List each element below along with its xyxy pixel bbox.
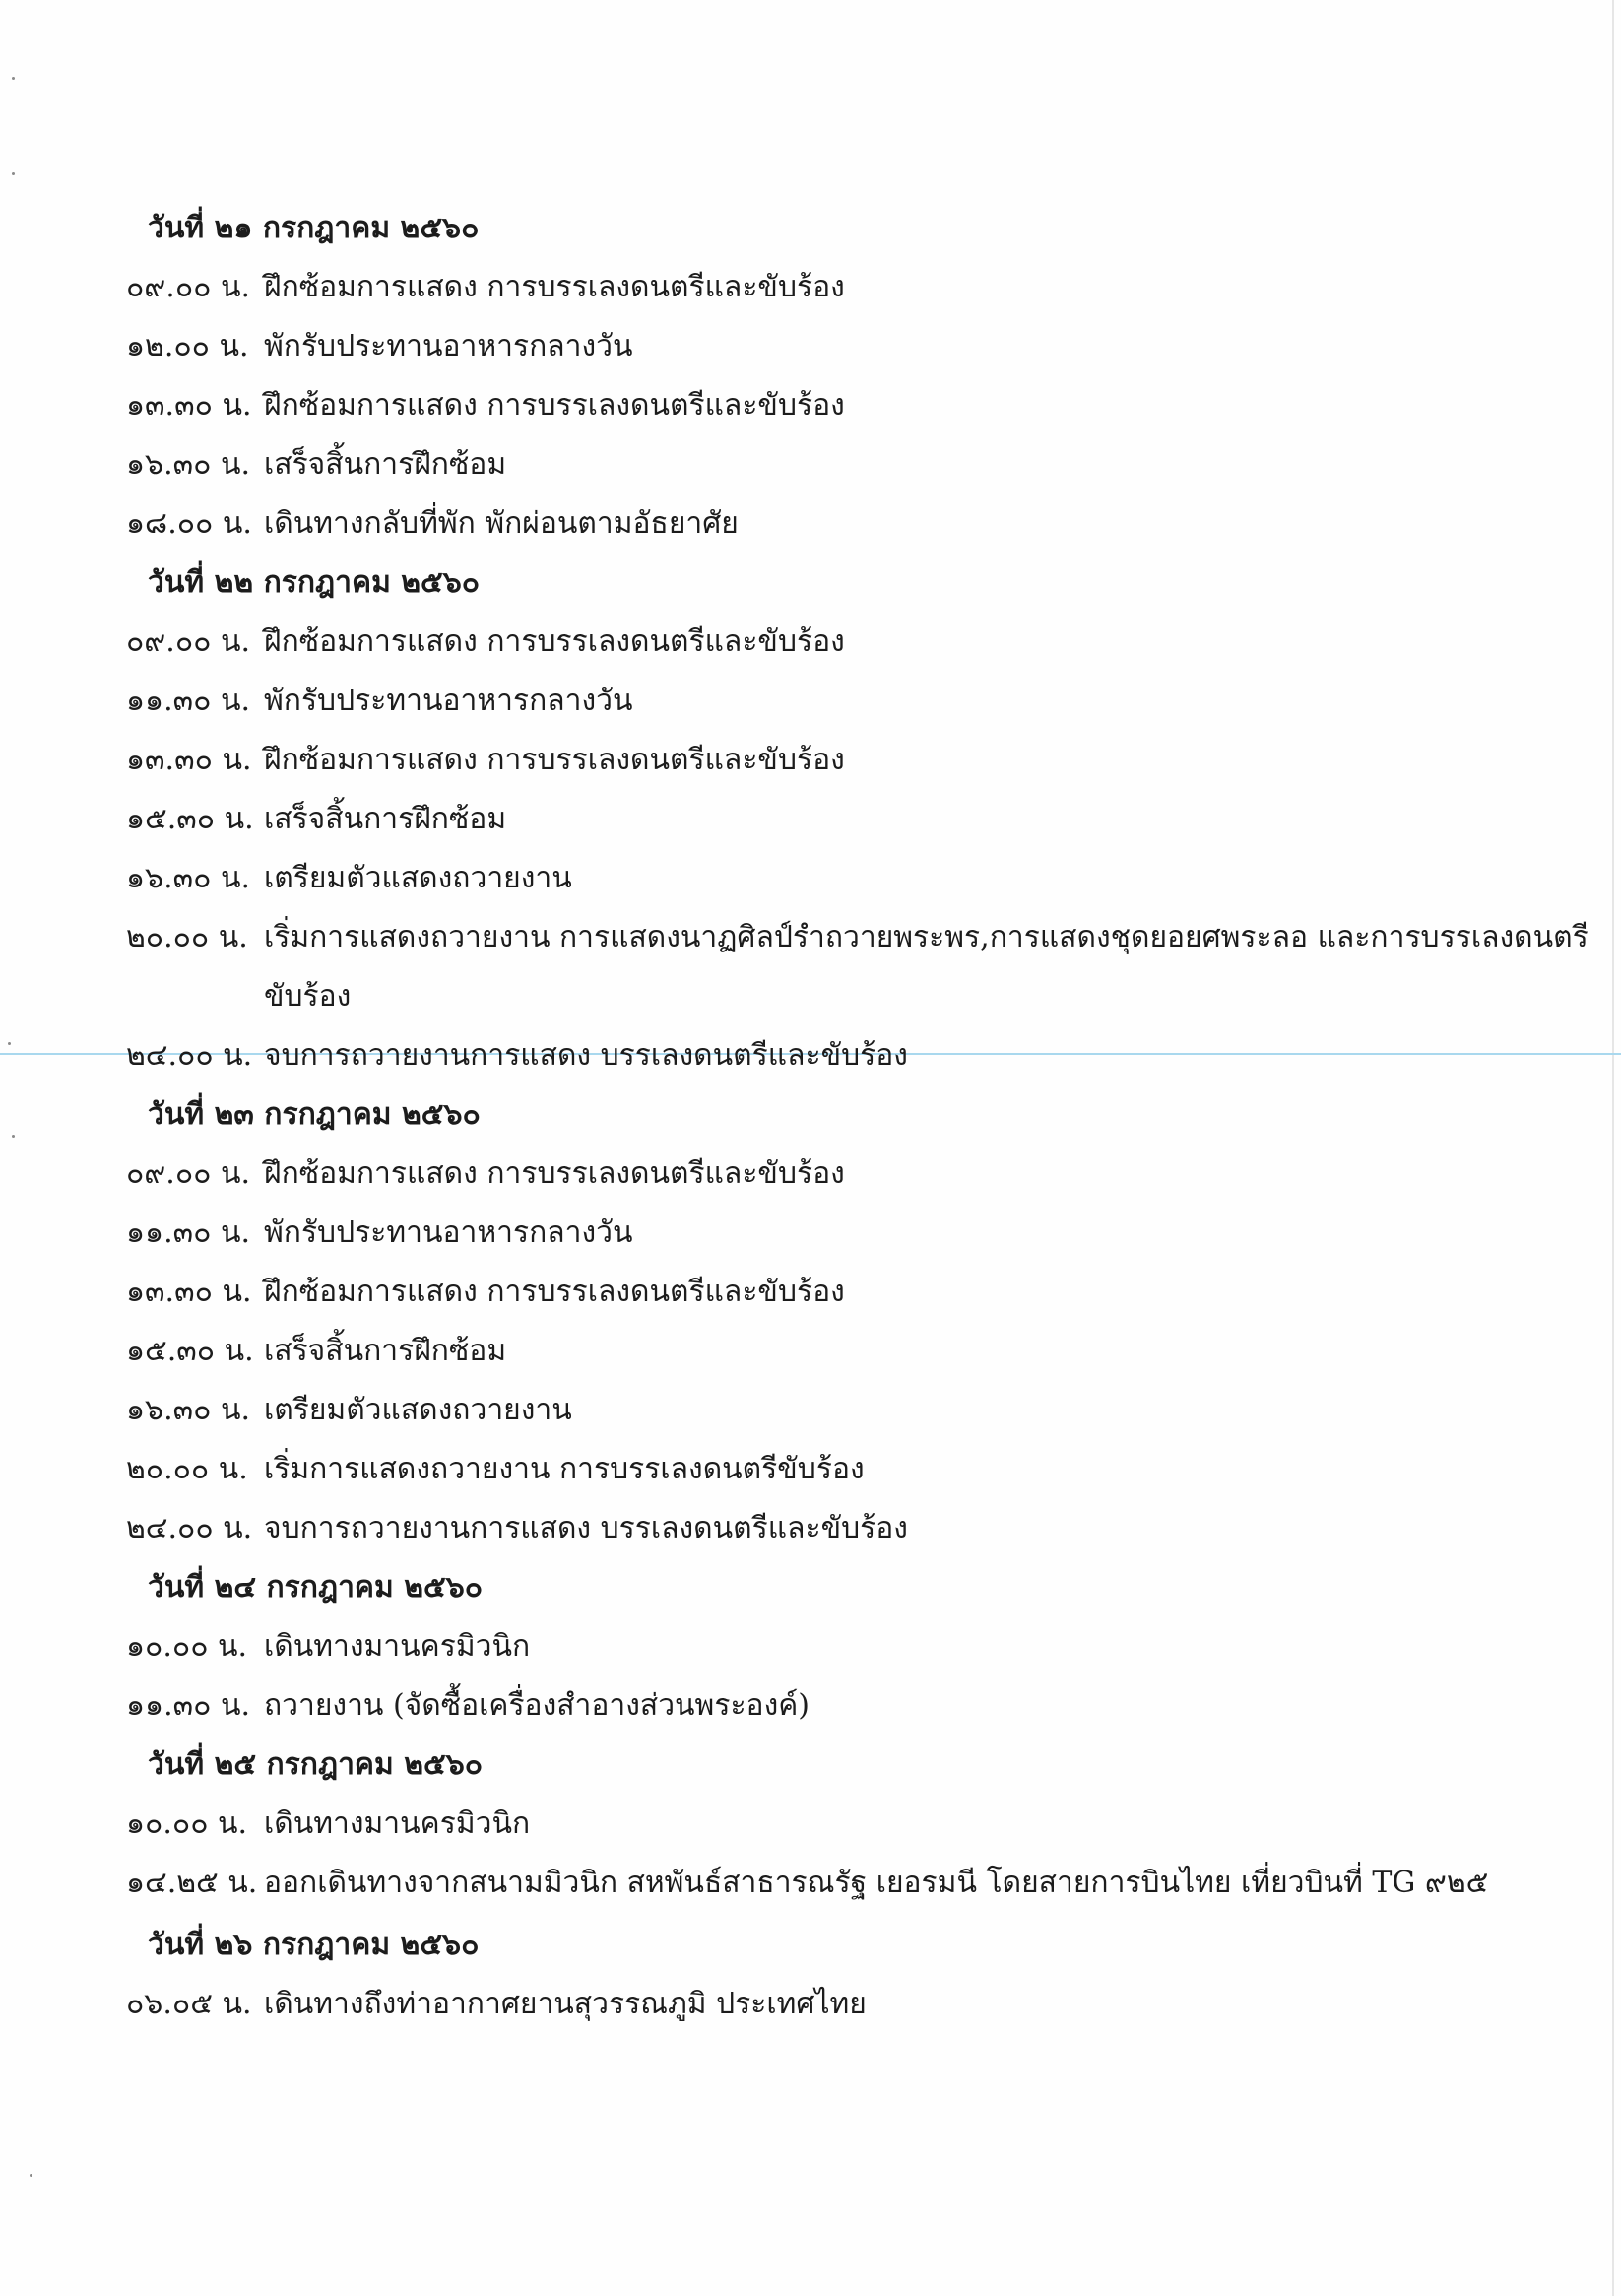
- item-time: ๑๐.๐๐ น.: [126, 1629, 248, 1664]
- item-text: เดินทางกลับที่พัก พักผ่อนตามอัธยาศัย: [264, 506, 739, 541]
- schedule-item: [126, 918, 1589, 1014]
- schedule-item: [126, 268, 845, 307]
- item-text: ฝึกซ้อมการแสดง การบรรเลงดนตรีและขับร้อง: [264, 388, 845, 423]
- item-text: ฝึกซ้อมการแสดง การบรรเลงดนตรีและขับร้อง: [264, 1156, 845, 1191]
- item-time: ๑๑.๓๐ น.: [126, 1688, 251, 1723]
- schedule-item: [126, 504, 739, 544]
- item-text: พักรับประทานอาหารกลางวัน: [264, 684, 633, 718]
- item-time: ๑๓.๓๐ น.: [126, 388, 252, 423]
- item-text: ฝึกซ้อมการแสดง การบรรเลงดนตรีและขับร้อง: [264, 743, 845, 777]
- item-text: เริ่มการแสดงถวายงาน การบรรเลงดนตรีขับร้อง: [264, 1452, 865, 1486]
- day-heading: วันที่ ๒๑ กรกฎาคม ๒๕๖๐: [148, 211, 480, 245]
- schedule-item: [126, 1804, 531, 1844]
- item-time: ๒๔.๐๐ น.: [126, 1038, 253, 1073]
- item-text: ออกเดินทางจากสนามมิวนิก สหพันธ์สาธารณรัฐ เยอรมนี โดยสายการบินไทย เที่ยวบินที่ TG ๙๒๕: [264, 1866, 1489, 1900]
- scan-speck: [12, 1135, 15, 1138]
- item-time: ๑๖.๓๐ น.: [126, 861, 251, 895]
- item-text: เริ่มการแสดงถวายงาน การแสดงนาฏศิลป์รำถวายพระพร,การแสดงชุดยอยศพระลอ และการบรรเลงดนตรี: [264, 920, 1589, 954]
- schedule-item: [126, 1509, 908, 1548]
- item-time: ๑๐.๐๐ น.: [126, 1806, 248, 1841]
- item-text: เดินทางมานครมิวนิก: [264, 1806, 531, 1841]
- item-text: เตรียมตัวแสดงถวายงาน: [264, 861, 572, 895]
- item-time: ๑๕.๓๐ น.: [126, 802, 254, 836]
- item-text: เตรียมตัวแสดงถวายงาน: [264, 1393, 572, 1427]
- item-time: ๐๙.๐๐ น.: [126, 624, 251, 659]
- item-time: ๑๖.๓๐ น.: [126, 1393, 251, 1427]
- item-time: ๑๕.๓๐ น.: [126, 1334, 254, 1368]
- item-time: ๑๑.๓๐ น.: [126, 1215, 251, 1250]
- schedule-item: [126, 1864, 1489, 1903]
- day-heading: วันที่ ๒๒ กรกฎาคม ๒๕๖๐: [148, 565, 481, 600]
- item-time: ๐๙.๐๐ น.: [126, 270, 251, 304]
- item-text: จบการถวายงานการแสดง บรรเลงดนตรีและขับร้อง: [264, 1511, 908, 1545]
- schedule-item: [126, 1450, 865, 1489]
- day-heading: วันที่ ๒๕ กรกฎาคม ๒๕๖๐: [148, 1747, 484, 1782]
- schedule-item: [126, 1627, 531, 1667]
- item-text: ฝึกซ้อมการแสดง การบรรเลงดนตรีและขับร้อง: [264, 1275, 845, 1309]
- item-time: ๐๖.๐๕ น.: [126, 1987, 252, 2021]
- item-time: ๑๑.๓๐ น.: [126, 684, 251, 718]
- schedule-item: [126, 386, 845, 426]
- scan-speck: [12, 172, 15, 175]
- item-time: ๑๔.๒๕ น.: [126, 1866, 258, 1900]
- scan-speck: [30, 2174, 32, 2177]
- item-text: จบการถวายงานการแสดง บรรเลงดนตรีและขับร้อง: [264, 1038, 908, 1073]
- item-text: ถวายงาน (จัดซื้อเครื่องสำอางส่วนพระองค์): [264, 1688, 810, 1723]
- item-time: ๑๘.๐๐ น.: [126, 506, 252, 541]
- schedule-item: [126, 327, 633, 366]
- schedule-item: [126, 445, 507, 485]
- item-time: ๒๐.๐๐ น.: [126, 920, 248, 954]
- item-time: ๑๒.๐๐ น.: [126, 329, 249, 363]
- schedule-item: [126, 623, 845, 662]
- item-text: เสร็จสิ้นการฝึกซ้อม: [264, 802, 507, 836]
- item-time: ๒๐.๐๐ น.: [126, 1452, 248, 1486]
- item-text: เสร็จสิ้นการฝึกซ้อม: [264, 447, 507, 482]
- item-text: ฝึกซ้อมการแสดง การบรรเลงดนตรีและขับร้อง: [264, 270, 845, 304]
- schedule-item: [126, 1214, 633, 1253]
- schedule-item: [126, 1985, 867, 2024]
- schedule-item: [126, 1273, 845, 1312]
- schedule-item: [126, 800, 507, 839]
- schedule-item: [126, 1154, 845, 1194]
- item-text: พักรับประทานอาหารกลางวัน: [264, 1215, 633, 1250]
- schedule-item: [126, 1332, 507, 1371]
- schedule-item: [126, 1036, 908, 1076]
- schedule-item: [126, 741, 845, 780]
- schedule-item: [126, 1686, 810, 1726]
- day-heading: วันที่ ๒๖ กรกฎาคม ๒๕๖๐: [148, 1928, 480, 1962]
- item-time: ๑๓.๓๐ น.: [126, 743, 252, 777]
- item-text: เสร็จสิ้นการฝึกซ้อม: [264, 1334, 507, 1368]
- item-time: ๑๓.๓๐ น.: [126, 1275, 252, 1309]
- item-time: ๒๔.๐๐ น.: [126, 1511, 253, 1545]
- item-time: ๐๙.๐๐ น.: [126, 1156, 251, 1191]
- scan-speck: [8, 1042, 11, 1045]
- item-text-continued: ขับร้อง: [264, 979, 352, 1014]
- item-text: เดินทางถึงท่าอากาศยานสุวรรณภูมิ ประเทศไทย: [264, 1987, 867, 2021]
- item-text: ฝึกซ้อมการแสดง การบรรเลงดนตรีและขับร้อง: [264, 624, 845, 659]
- item-time: ๑๖.๓๐ น.: [126, 447, 251, 482]
- day-heading: วันที่ ๒๓ กรกฎาคม ๒๕๖๐: [148, 1097, 481, 1132]
- item-text: เดินทางมานครมิวนิก: [264, 1629, 531, 1664]
- schedule-item: [126, 682, 633, 721]
- item-text: พักรับประทานอาหารกลางวัน: [264, 329, 633, 363]
- schedule-item: [126, 1391, 572, 1430]
- page-edge: [1612, 0, 1614, 2296]
- scan-speck: [12, 77, 15, 80]
- schedule-item: [126, 859, 572, 898]
- day-heading: วันที่ ๒๔ กรกฎาคม ๒๕๖๐: [148, 1570, 484, 1605]
